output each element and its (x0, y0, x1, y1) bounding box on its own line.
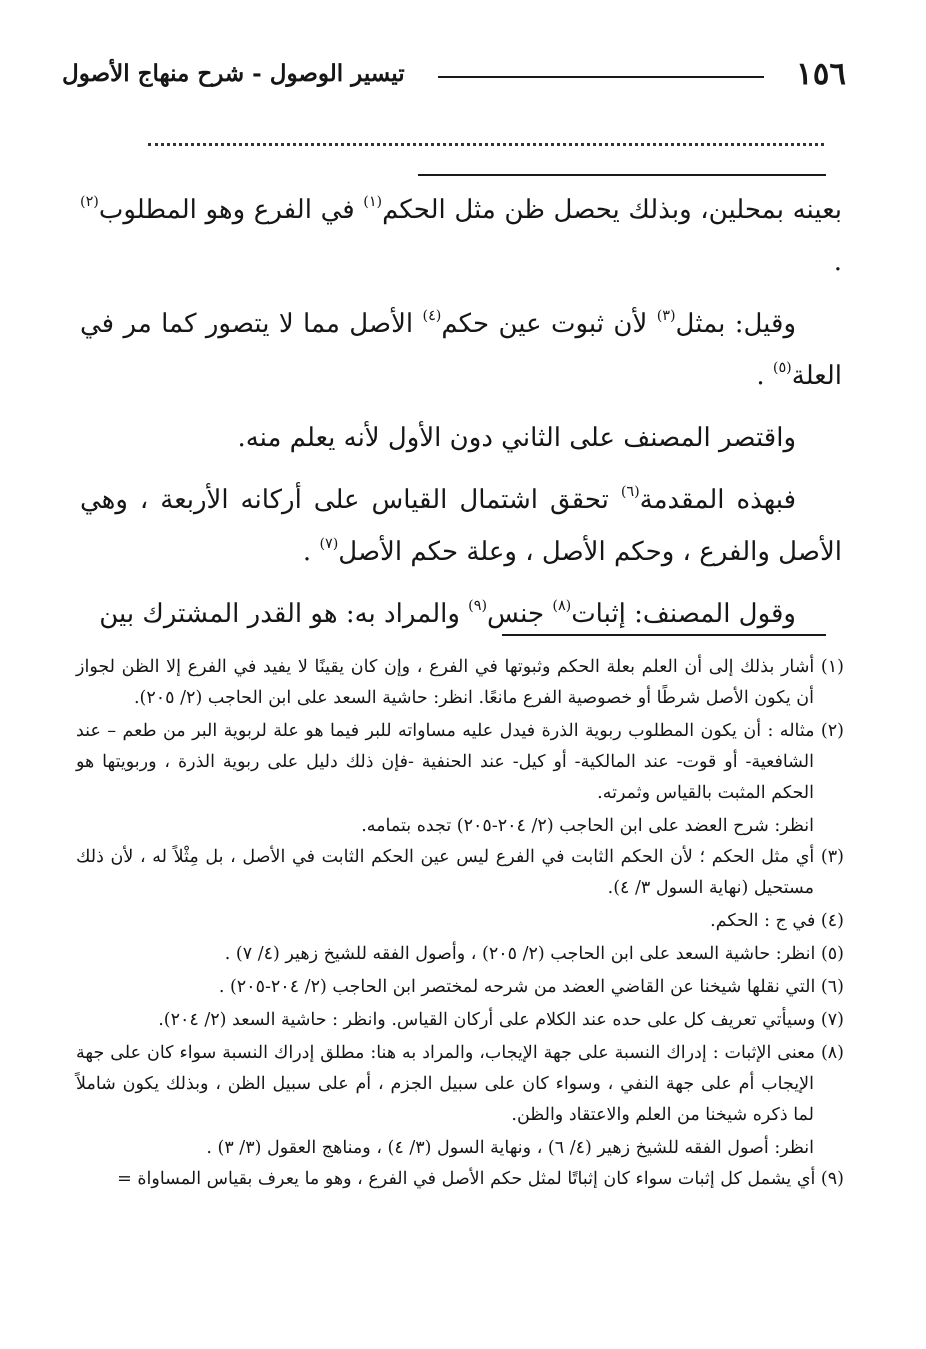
footnote-marker[interactable]: (٩) (468, 597, 488, 614)
footnote: (٦) التي نقلها شيخنا عن القاضي العضد من شرحه لمختصر ابن الحاجب (٢/ ٢٠٤-٢٠٥) . (218, 977, 844, 997)
footnote: (٧) وسيأتي تعريف كل على حده عند الكلام على أركان القياس. وانظر : حاشية السعد (٢/ ٢٠٤). (158, 1010, 844, 1030)
body-paragraph (80, 184, 842, 288)
running-header (62, 52, 846, 96)
body-paragraph (80, 412, 842, 464)
body-text: واقتصر المصنف على الثاني دون الأول لأنه يعلم منه. (237, 423, 796, 453)
footnote-marker[interactable]: (٦) (620, 483, 640, 500)
footnote: (٤) في ج : الحكم. (710, 911, 844, 931)
main-text (80, 184, 842, 650)
footnote: (٣) أي مثل الحكم ؛ لأن الحكم الثابت في الفرع ليس عين الحكم الثابت في الأصل ، بل مِثْلاً له ، لأن ذلك مستحيل (نهاية السول ٣/ ٤). (76, 847, 844, 898)
body-text: والمراد به: هو القدر المشترك بين (99, 599, 469, 629)
footnote-marker[interactable]: (٤) (422, 307, 442, 324)
dotted-separator (148, 143, 824, 146)
body-text: تحقق اشتمال القياس على أركانه الأربعة ، وهي الأصل والفرع ، وحكم الأصل ، وعلة حكم الأصل (80, 485, 842, 567)
footnote-separator (502, 634, 826, 636)
footnote-marker[interactable]: (٧) (319, 535, 339, 552)
header-rule (438, 76, 764, 78)
footnote-marker[interactable]: (١) (363, 193, 383, 210)
footnote: (٥) انظر: حاشية السعد على ابن الحاجب (٢/ ٢٠٥) ، وأصول الفقه للشيخ زهير (٤/ ٧) . (224, 944, 844, 964)
body-text: فبهذه المقدمة (639, 485, 796, 515)
footnote: (٩) أي يشمل كل إثبات سواء كان إثباتًا لمثل حكم الأصل في الفرع ، وهو ما يعرف بقياس المساواة = (117, 1169, 844, 1189)
body-paragraph (80, 474, 842, 578)
footnote-marker[interactable]: (٨) (552, 597, 572, 614)
top-rule (418, 174, 826, 176)
body-text: وقول المصنف: إثبات (571, 599, 796, 629)
body-text: الأصل مما لا يتصور كما مر في العلة (80, 309, 842, 391)
footnote-reference: انظر: شرح العضد على ابن الحاجب (٢/ ٢٠٤-٢٠٥) تجده بتمامه. (361, 816, 814, 836)
body-text: بعينه بمحلين، وبذلك يحصل ظن مثل الحكم (382, 195, 842, 225)
footnote: (٢) مثاله : أن يكون المطلوب ربوية الذرة فيدل عليه مساواته للبر فيما هو علة لربوية البر من طعم – عند الشافعية- أو قوت- عند المالكية- أو كيل- عند الحنفية -فإن ذلك دليل على ربوية الذرة ، وربويتها هو الحكم المثبت بالقياس وثمرته. (76, 721, 844, 803)
body-text: . (756, 361, 773, 391)
footnote-marker[interactable]: (٢) (80, 193, 99, 210)
body-text: في الفرع وهو المطلوب (98, 195, 364, 225)
footnote: (٨) معنى الإثبات : إدراك النسبة على جهة الإيجاب، والمراد به هنا: مطلق إدراك النسبة سواء كان على جهة الإيجاب أم على جهة النفي ، وسواء كان على سبيل الجزم ، أم على سبيل الظن ، وبذلك يكون شاملاً لما ذكره شيخنا من العلم والاعتقاد والظن. (76, 1043, 844, 1125)
page-number: ١٥٦ (796, 56, 846, 92)
body-text: وقيل: بمثل (675, 309, 796, 339)
body-paragraph (80, 298, 842, 402)
book-title: تيسير الوصول - شرح منهاج الأصول (62, 60, 405, 87)
footnote-reference: انظر: أصول الفقه للشيخ زهير (٤/ ٦) ، ونهاية السول (٣/ ٤) ، ومناهج العقول (٣/ ٣) . (206, 1138, 814, 1158)
footnotes (76, 652, 844, 1197)
footnote-marker[interactable]: (٥) (772, 359, 792, 376)
body-text: . (302, 537, 320, 567)
footnote-marker[interactable]: (٣) (656, 307, 676, 324)
body-paragraph (80, 588, 842, 640)
body-text: لأن ثبوت عين حكم (441, 309, 657, 339)
body-text: جنس (487, 599, 553, 629)
footnote: (١) أشار بذلك إلى أن العلم بعلة الحكم وثبوتها في الفرع ، وإن كان يقينًا لا يفيد في الفرع إلا الظن لجواز أن يكون الأصل شرطًا أو خصوصية الفرع مانعًا. انظر: حاشية السعد على ابن الحاجب (٢/ ٢٠٥). (76, 657, 844, 708)
body-text: . (833, 247, 842, 277)
